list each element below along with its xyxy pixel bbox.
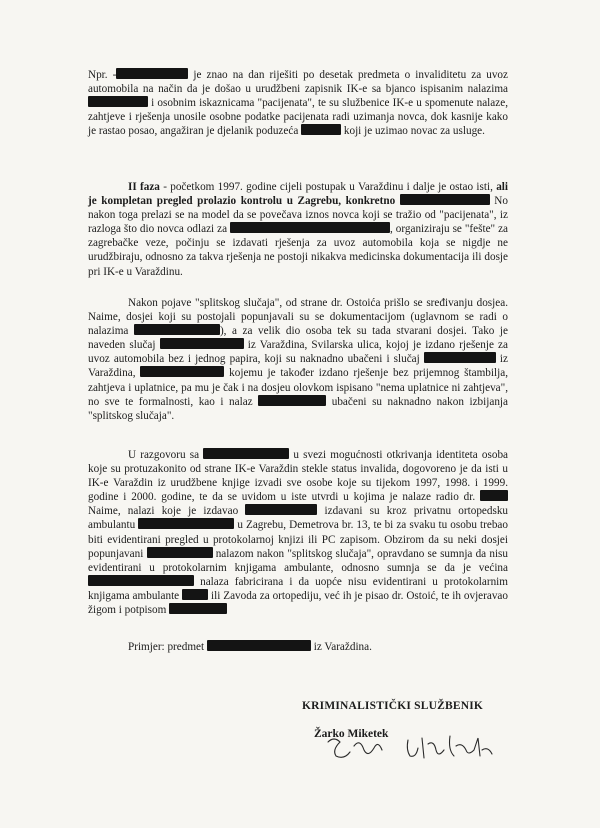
p3-text-e: kojemu je također izdano rješenje bez prijemnog štambilja, zahtjeva i uplatnice, pa mu je čak i na dosjeu olovkom ispisano "nema uplatnice ni zahtjeva", no sve te formalnosti, kao i nalaz — [88, 367, 508, 408]
p4-text-c: Naime, nalazi koje je izdavao — [88, 505, 246, 518]
p5-text-b: iz Varaždina. — [310, 641, 372, 653]
p4-text-e: u Zagrebu, Demetrova br. 13, te bi za svaku tu osobu trebao biti evidentirani pregled u protokolarnoj knjizi ili PC zapisom. Obzirom da su neki dosjei popunjavani — [88, 519, 508, 560]
redaction-box — [169, 603, 227, 614]
p3-text-b: ), a za velik dio osoba tek su tada stvarani dosjei. Tako je naveden slučaj — [88, 325, 509, 352]
p4-text-f: nalazom nakon "splitskog slučaja", opravdano se sumnja da nisu evidentirani u protokolarnim knjigama ambulante, odnosno sumnja se da je većina — [88, 547, 508, 574]
p2-text-c: No nakon toga prelazi se na model da se povečava iznos novca koji se tražio od "pacijenata", iz razloga što dio novca odlazi za — [88, 195, 508, 236]
phase-heading: II faza — [128, 181, 160, 193]
p4-text-g: nalaza fabricirana i da uopće nisu evidentirani u protokolarnim knjigama ambulante — [88, 575, 508, 602]
paragraph-3 — [88, 296, 508, 423]
p2-text-b: ali je kompletan pregled prolazio kontrolu u Zagrebu, konkretno — [88, 181, 508, 208]
officer-name: Žarko Miketek — [314, 728, 389, 740]
redaction-box — [203, 448, 289, 459]
redaction-box — [207, 640, 311, 651]
redaction-box — [301, 124, 341, 135]
p3-text-f: ubačeni su naknadno nakon izbijanja "splitskog slučaja". — [88, 395, 508, 422]
redaction-box — [400, 194, 490, 205]
redaction-box — [182, 589, 208, 600]
paragraph-1 — [88, 68, 508, 138]
officer-title: KRIMINALISTIČKI SLUŽBENIK — [302, 700, 484, 712]
redaction-box — [134, 324, 220, 335]
p3-text-d: iz Varaždina, — [88, 353, 508, 380]
redaction-box — [424, 352, 496, 363]
p1-text-b: je znao na dan riješiti po desetak predmeta o invaliditetu za uvoz automobila na način da je došao u urudžbeni zapisnik IK-e sa bjanco ispisanim nalazima — [88, 69, 508, 96]
redaction-box — [230, 222, 390, 233]
redaction-box — [480, 490, 508, 501]
p4-text-a: U razgovoru sa — [128, 449, 204, 461]
redaction-box — [140, 366, 224, 377]
p3-text-a: Nakon pojave "splitskog slučaja", od strane dr. Ostoića prišlo se sređivanju dosjea. Naime, dosjei koji su postojali popunjavali su se dokumentacijom (uglavnom se radi o nalazima — [88, 297, 508, 338]
p2-text-a: - početkom 1997. godine cijeli postupak u Varaždinu i dalje je ostao isti, — [159, 181, 497, 193]
p4-text-d: izdavani su kroz privatnu ortopedsku ambulantu — [88, 505, 509, 532]
redaction-box — [258, 395, 326, 406]
redaction-box — [160, 338, 244, 349]
p4-text-b: u svezi mogućnosti otkrivanja identiteta osoba koje su protuzakonito od strane IK-e Varaždin stekle status invalida, dogovoreno je da isti u IK-e Varaždin iz urudžbene knjige izvadi sve osobe koje su tijekom 1997, 1998. i 1999. godine i 2000. godine, te da se uvidom u iste utvrdi u kojima je nalaze radio dr. — [88, 449, 509, 504]
paragraph-5 — [88, 640, 508, 654]
p2-text-d: , organiziraju se "fešte" za zagrebačke veze, počinju se izdavati rješenja za uvoz automobila koja se nigdje ne urudžbiraju, odnosno za takva rješenja ne postoji nikakva medicinska dokumentacija ili dosje pri IK-e u Varaždinu. — [88, 223, 508, 278]
p4-text-h: ili Zavoda za ortopediju, već ih je pisao dr. Ostoić, te ih ovjeravao žigom i potpisom — [88, 589, 508, 617]
paragraph-2 — [88, 180, 508, 279]
p1-text-d: koji je uzimao novac za usluge. — [341, 125, 485, 138]
p5-text-a: Primjer: predmet — [128, 641, 207, 653]
p1-text-c: i osobnim iskaznicama "pacijenata", te su službenice IK-e u spomenute nalaze, zahtjeve i rješenja unosile osobne podatke pacijenata radi uzimanja novca, dok kasnije kako je rastao posao, angažiran je djelanik poduzeća — [88, 97, 508, 138]
redaction-box — [147, 547, 213, 558]
redaction-box — [245, 504, 317, 515]
redaction-box — [88, 96, 148, 107]
redaction-box — [88, 575, 194, 586]
redaction-box — [116, 68, 188, 79]
paragraph-4 — [88, 448, 508, 617]
p1-text-a: Npr. - — [88, 69, 117, 81]
p3-text-c: iz Varaždina, Svilarska ulica, kojoj je izdano rješenje za uvoz automobila bez i jednog papira, koji su naknadno ubačeni i slučaj — [88, 339, 508, 366]
handwritten-signature — [310, 720, 510, 770]
redaction-box — [138, 518, 234, 529]
